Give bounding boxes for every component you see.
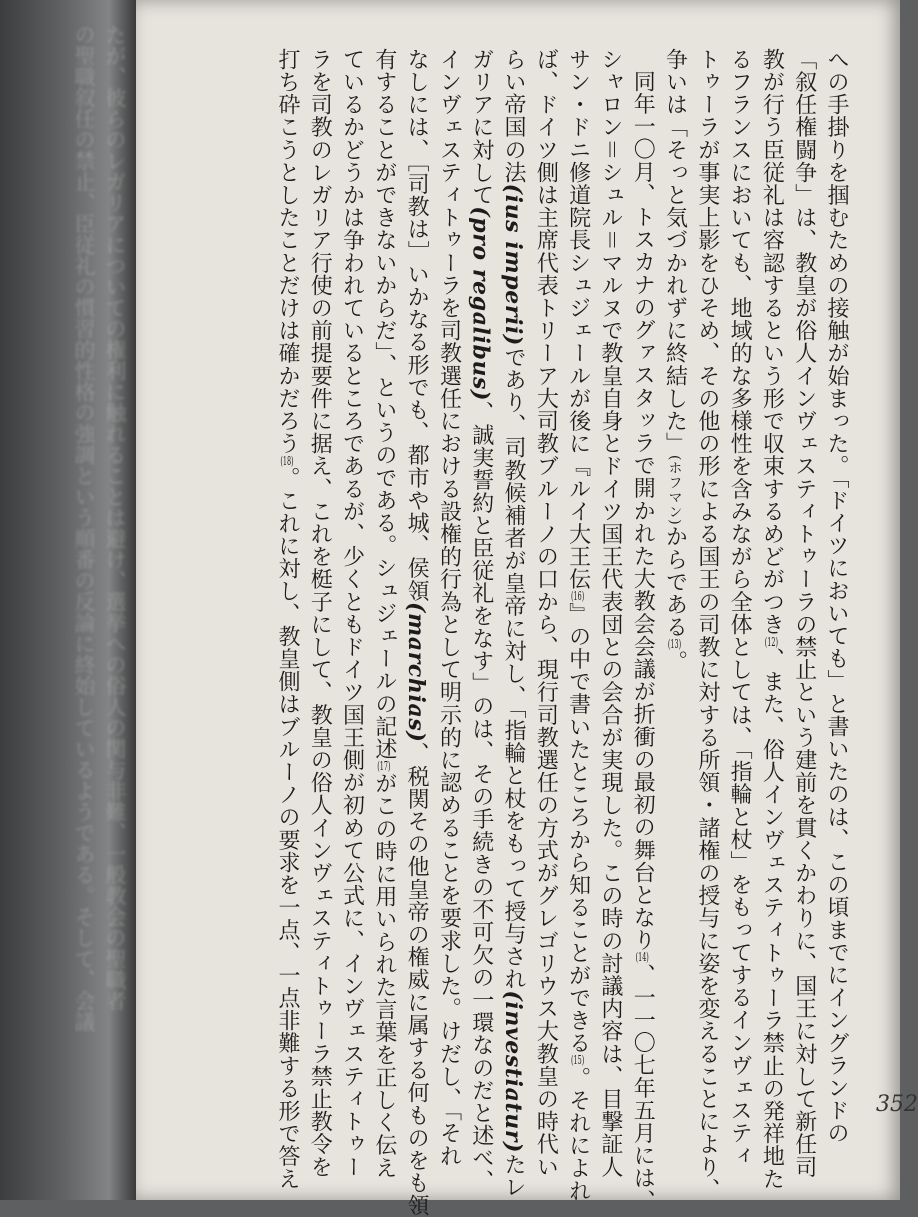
text-line: 「叙任権闘争」は、教皇が俗人インヴェスティトゥーラの禁止という建前を貫くかわりに、国王に対して新任司 xyxy=(791,48,817,1178)
text-line: インヴェスティトゥーラを司教選任における設権的行為として明示的に認めることを要求した。けだし、「それ xyxy=(436,48,462,1167)
footnote-ref: (15) xyxy=(571,1054,585,1067)
text-line: らい帝国の法(ius imperii)であり、司教候補者が皇帝に対し、「指輪と杖をもって授与され(investiatur)たレ xyxy=(500,48,527,1199)
footnote-ref: (18) xyxy=(280,454,294,467)
body-text xyxy=(242,48,852,1217)
page-number: 352 xyxy=(876,1092,918,1117)
footnote-ref: (14) xyxy=(635,951,649,964)
text-line: シャロン＝シュル＝マルヌで教皇自身とドイツ国王代表団との会合が実現した。この時の討議内容は、目撃証人 xyxy=(597,48,623,1178)
text-line: なしには、［司教は］いかなる形でも、都市や城、侯領(marchias)、税関その他皇帝の権威に属する何ものをも領 xyxy=(403,48,430,1217)
footnote-ref: (12) xyxy=(764,635,778,648)
text-line: 教が行う臣従礼は容認するという形で収束するめどがつき(12)、また、俗人インヴェスティトゥーラ禁止の発祥地た xyxy=(759,48,785,1191)
text-line: トゥーラが事実上影をひそめ、その他の形による国王の司教に対する所領・諸権の授与に姿を変えることにより、 xyxy=(694,48,720,1201)
text-line: ガリアに対して(pro regalibus)、誠実誓約と臣従礼をなす」のは、その手続きの不可欠の一環なのだと述べ、 xyxy=(467,48,494,1193)
footnote-ref: (13) xyxy=(667,638,682,651)
text-line: 同年一〇月、トスカナのグァスタッラで開かれた大教会会議が折衝の最初の舞台となり(14)、一一〇七年五月には、 xyxy=(630,70,656,1213)
text-line: ラを司教のレガリア行使の前提要件に据え、これを梃子にして、教皇の俗人インヴェスティトゥーラ禁止教令を xyxy=(307,48,333,1178)
text-line: るフランスにおいても、地域的な多様性を含みながら全体としては、「指輪と杖」をもってするインヴェスティ xyxy=(727,48,753,1167)
text-line: ば、ドイツ側は主席代表トリーア大司教ブルーノの口から、現行司教選任の方式がグレゴリウス大教皇の時代い xyxy=(533,48,559,1178)
latin-term: (investiatur) xyxy=(500,990,527,1154)
adjacent-line: の聖職叙任の禁止、臣従礼の慣習的性格の強調という順番の反論に終始しているようである。そして、会議 xyxy=(72,24,96,1032)
book-page xyxy=(136,0,918,1217)
text-line: サン・ドニ修道院長シュジェールが後に『ルイ大王伝(16)』の中で書いたところから知ることができる(15)。それによれ xyxy=(565,48,591,1203)
latin-term: (pro regalibus) xyxy=(467,206,494,402)
text-line: ているかどうかは争われているところであるが、少くともドイツ国王側が初めて公式に、インヴェスティトゥー xyxy=(339,48,365,1178)
adjacent-page-text xyxy=(14,24,130,1194)
footnote-ref: (16) xyxy=(571,590,585,603)
adjacent-line: たが、彼らのレガリアについての権利に触れることは避け、選挙への俗人の関与非難、一般教会の聖職者 xyxy=(103,24,127,1011)
attribution: (ホフマン) xyxy=(666,454,683,526)
text-line: 争いは「そっと気づかれずに終結した」(ホフマン)からである(13)。 xyxy=(662,48,688,673)
text-line: 有することができないからだ」、というのである。シュジェールの記述(17)がこの時に用いられた言葉を正しく伝え xyxy=(371,48,397,1180)
latin-term: (marchias) xyxy=(403,602,430,743)
adjacent-page xyxy=(0,0,136,1200)
footnote-ref: (17) xyxy=(377,760,391,773)
text-line: への手掛りを掴むための接触が始まった。「ドイツにおいても」と書いたのは、この頃までにイングランドの xyxy=(824,48,849,1145)
latin-term: (ius imperii) xyxy=(500,183,527,346)
text-line: 打ち砕こうとしたことだけは確かだろう(18)。これに対し、教皇側はブルーノの要求を一点、一点非難する形で答え xyxy=(274,48,300,1191)
